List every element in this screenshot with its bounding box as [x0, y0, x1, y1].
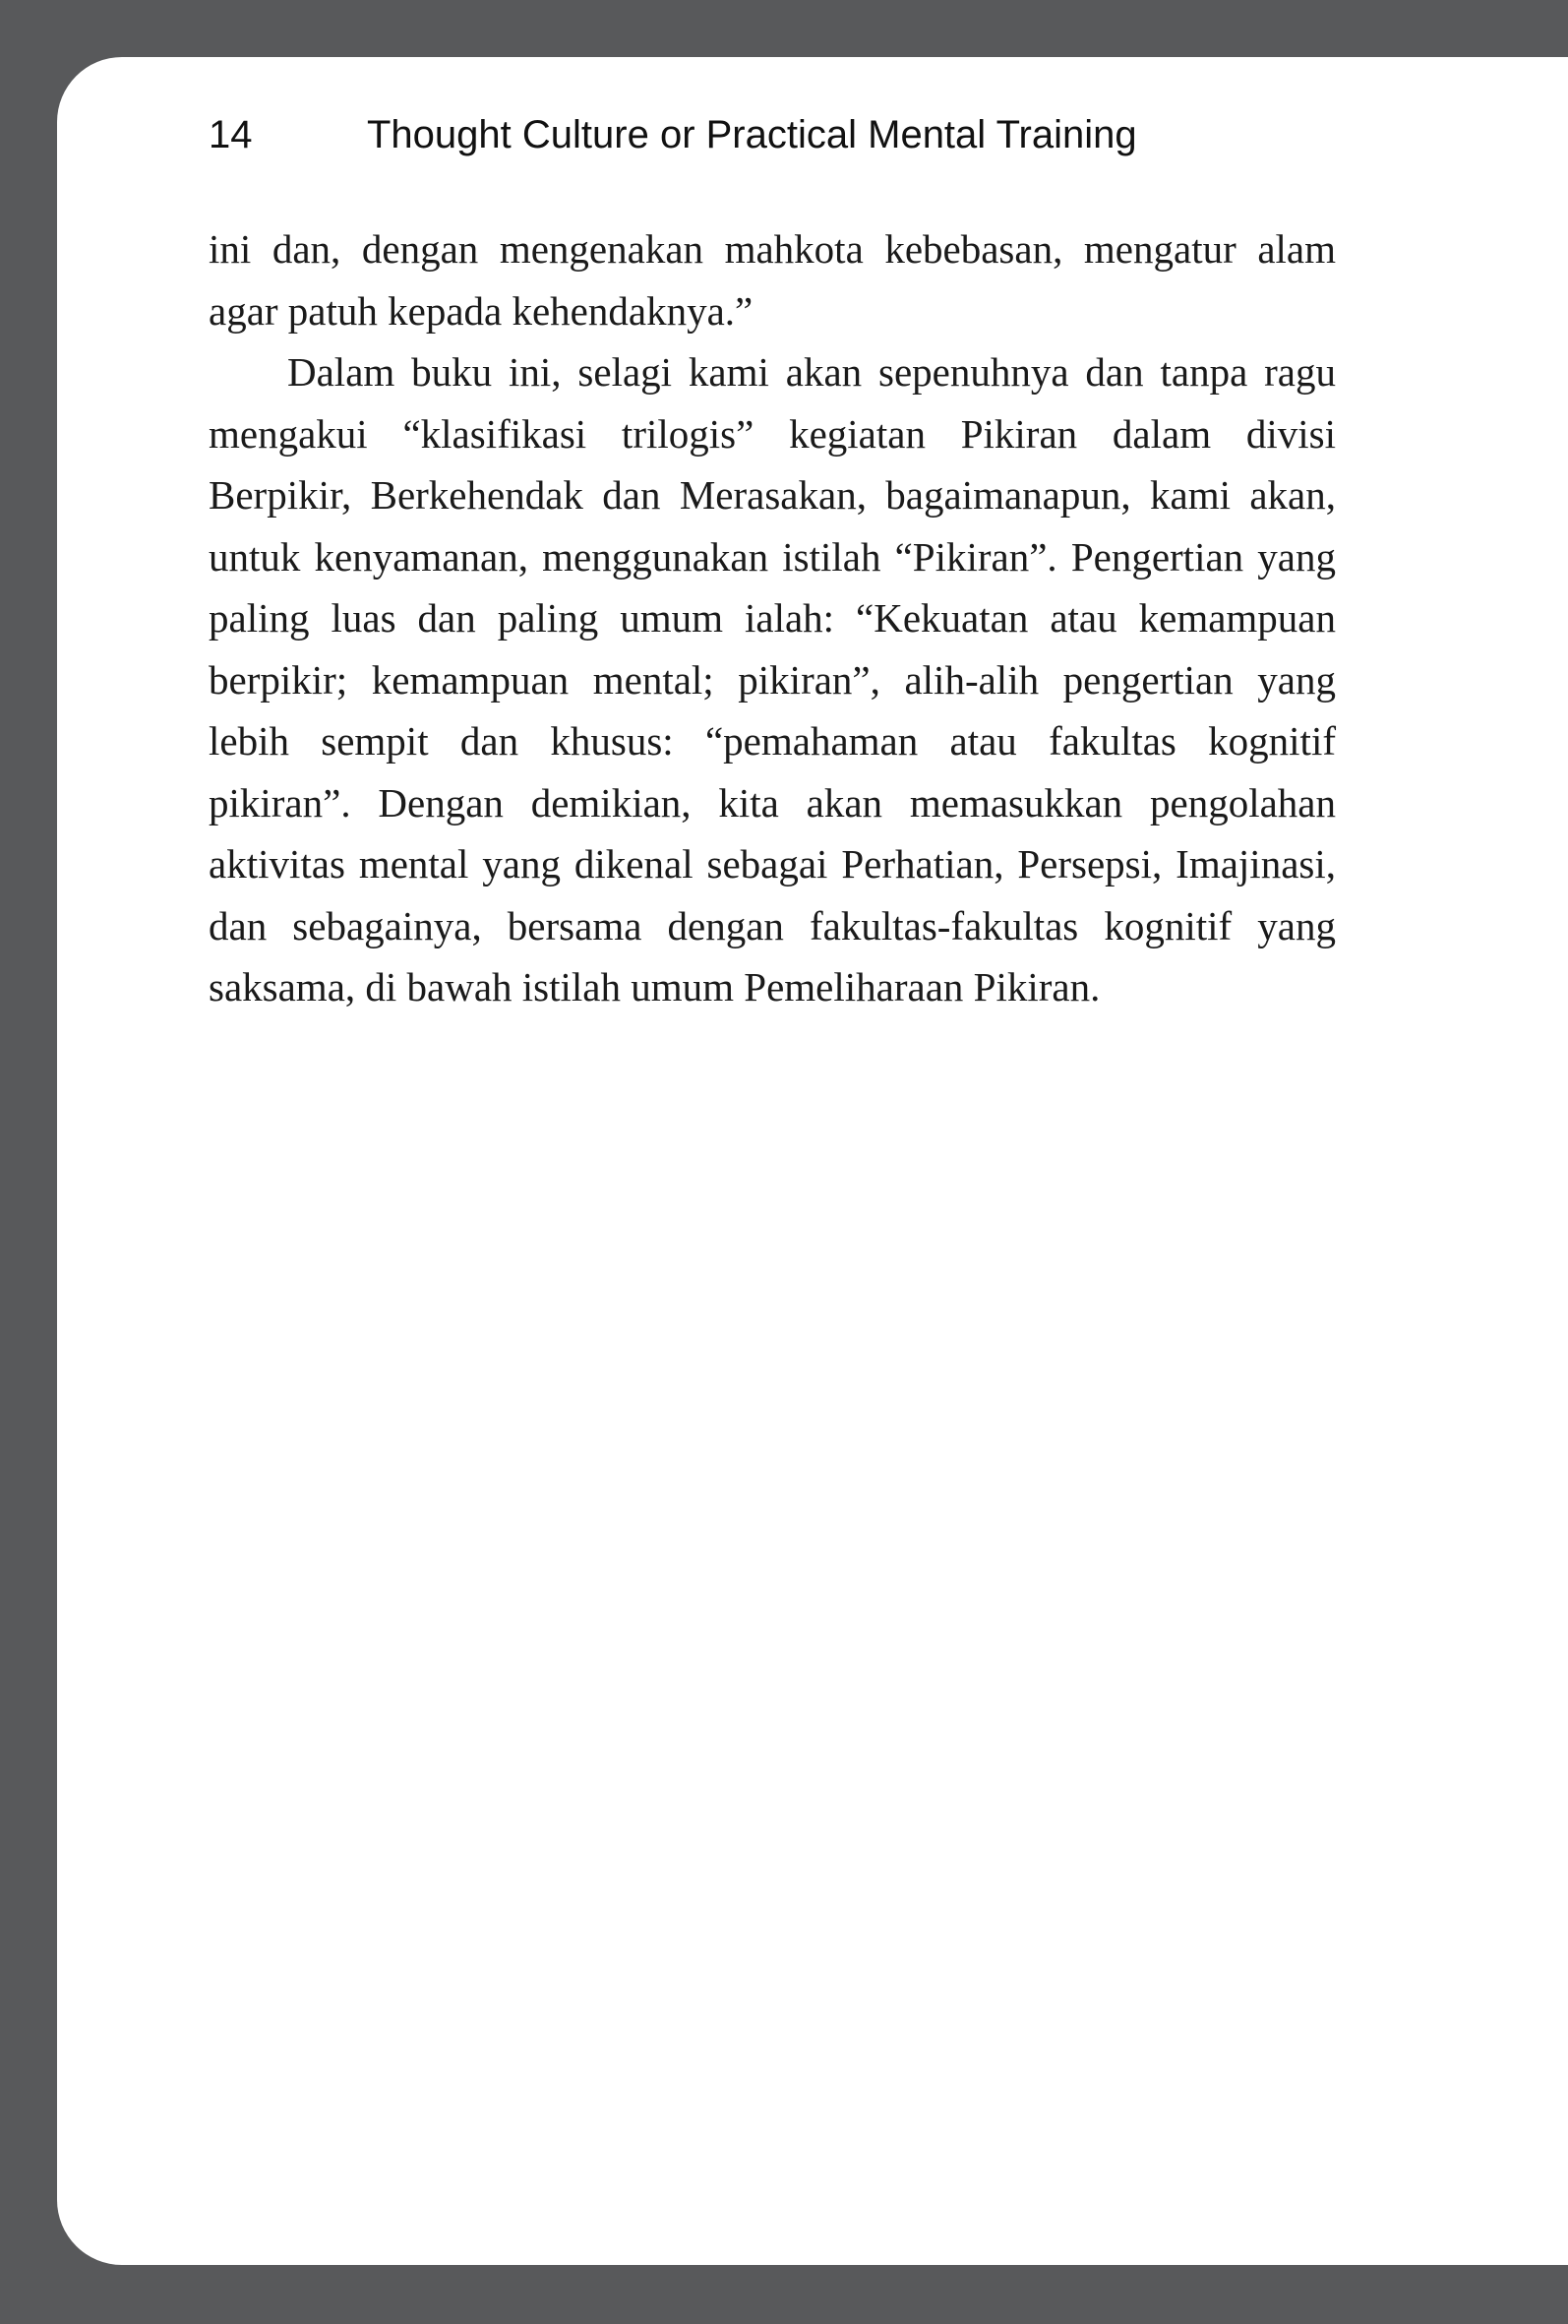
page-number: 14 [209, 112, 253, 156]
running-header [209, 110, 1137, 159]
body-text [209, 218, 1336, 1018]
running-title: Thought Culture or Practical Mental Training [367, 112, 1137, 156]
paragraph-continuation: ini dan, dengan mengenakan mahkota kebebasan, mengatur alam agar patuh kepada kehendaknya.” [209, 226, 1336, 334]
paragraph: Dalam buku ini, selagi kami akan sepenuhnya dan tanpa ragu mengakui “klasifikasi trilogis” kegiatan Pikiran dalam divisi Berpikir, Berkehendak dan Merasakan, bagaimanapun, kami akan, untuk kenyamanan, menggunakan istilah “Pikiran”. Pengertian yang paling luas dan paling umum ialah: “Kekuatan atau kemampuan berpikir; kemampuan mental; pikiran”, alih-alih pengertian yang lebih sempit dan khusus: “pemahaman atau fakultas kognitif pikiran”. Dengan demikian, kita akan memasukkan pengolahan aktivitas mental yang dikenal sebagai Perhatian, Persepsi, Imajinasi, dan sebagainya, bersama dengan fakultas-fakultas kognitif yang saksama, di bawah istilah umum Pemeliharaan Pikiran. [209, 349, 1336, 1009]
